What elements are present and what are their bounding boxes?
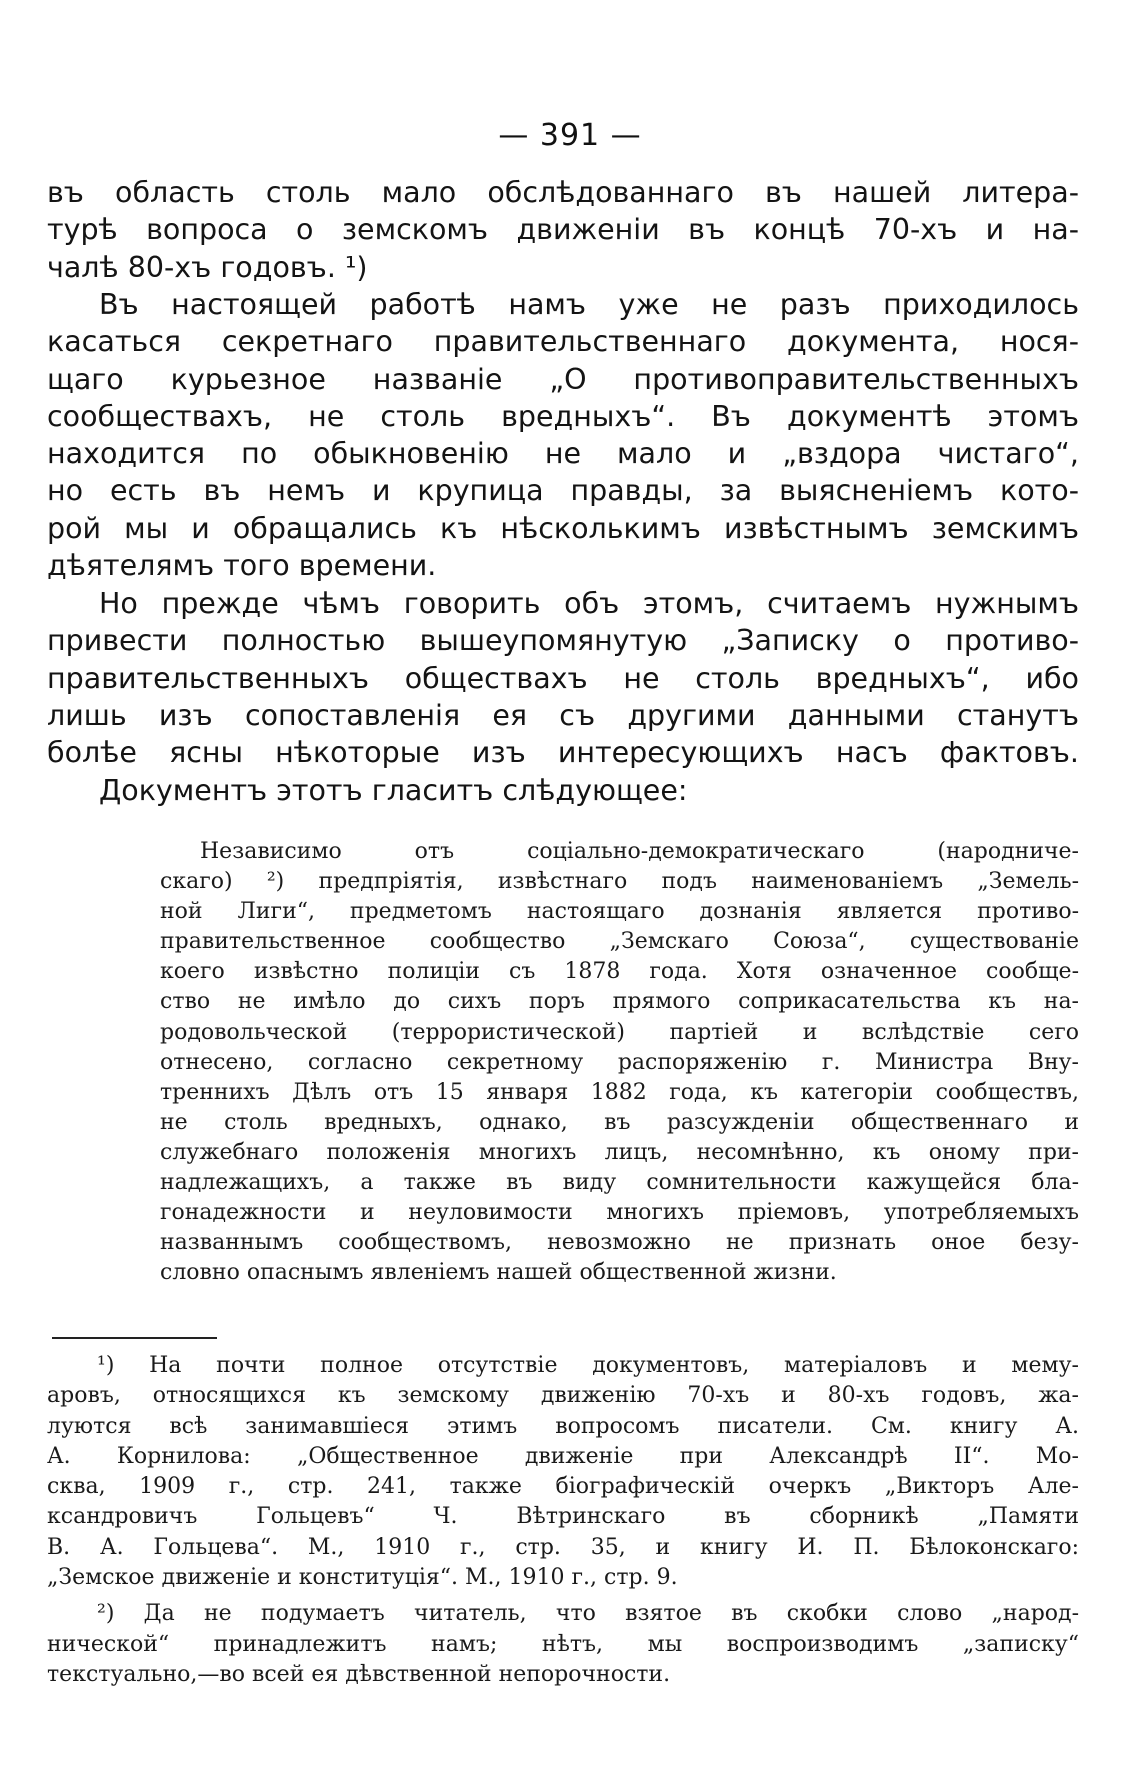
footnote-line: ¹) На почти полное отсутствіе документовъ, матеріаловъ и мему- xyxy=(97,1353,1079,1378)
text-line: но есть въ немъ и крупица правды, за выясненіемъ кото- xyxy=(47,474,1079,508)
text-line: правительственныхъ обществахъ не столь вредныхъ“, ибо xyxy=(47,661,1079,695)
text-line: находится по обыкновенію не мало и „вздора чистаго“, xyxy=(47,437,1079,471)
quote-line: отнесено, согласно секретному распоряженію г. Министра Вну- xyxy=(160,1049,1079,1075)
quote-line: словно опаснымъ явленіемъ нашей общественной жизни. xyxy=(160,1260,837,1286)
paragraph-1 xyxy=(47,174,1079,286)
footnote-line: сква, 1909 г., стр. 241, также біографическій очеркъ „Викторъ Але- xyxy=(47,1474,1079,1500)
text-line: чалѣ 80-хъ годовъ. ¹) xyxy=(47,250,368,284)
quote-line: названнымъ сообществомъ, невозможно не признать оное безу- xyxy=(160,1230,1079,1256)
quote-line: треннихъ Дѣлъ отъ 15 января 1882 года, къ категоріи сообществъ, xyxy=(160,1079,1079,1105)
page-number: — 391 — xyxy=(498,118,642,153)
quote-line: Независимо отъ соціально-демократическаго (народниче- xyxy=(200,839,1079,864)
quote-line: надлежащихъ, а также въ виду сомнительности кажущейся бла- xyxy=(160,1170,1079,1196)
text-line: Въ настоящей работѣ намъ уже не разъ приходилось xyxy=(99,288,1079,321)
quote-line: правительственное сообщество „Земскаго Союза“, существованіе xyxy=(160,929,1079,955)
footnote-rule xyxy=(52,1337,217,1339)
footnote-line: аровъ, относящихся къ земскому движенію 70-хъ и 80-хъ годовъ, жа- xyxy=(47,1383,1079,1409)
text-line: болѣе ясны нѣкоторые изъ интересующихъ насъ фактовъ. xyxy=(47,736,1079,770)
quote-line: служебнаго положенія многихъ лицъ, несомнѣнно, къ оному при- xyxy=(160,1139,1079,1165)
footnote-line: ²) Да не подумаетъ читатель, что взятое въ скобки слово „народ- xyxy=(97,1601,1079,1627)
text-line: лишь изъ сопоставленія ея съ другими данными станутъ xyxy=(47,698,1079,732)
text-line: сообществахъ, не столь вредныхъ“. Въ документѣ этомъ xyxy=(47,399,1079,433)
paragraph-4 xyxy=(47,772,1079,809)
quote-line: скаго) ²) предпріятія, извѣстнаго подъ наименованіемъ „Земель- xyxy=(160,869,1079,895)
text-line: щаго курьезное названіе „О противоправительственныхъ xyxy=(47,362,1079,396)
text-line: въ область столь мало обслѣдованнаго въ нашей литера- xyxy=(47,176,1079,209)
quoted-document xyxy=(160,837,1079,1288)
footnote-line: ксандровичъ Гольцевъ“ Ч. Вѣтринскаго въ сборникѣ „Памяти xyxy=(47,1504,1079,1530)
quote-line: гонадежности и неуловимости многихъ пріемовъ, употребляемыхъ xyxy=(160,1200,1079,1226)
footnotes xyxy=(47,1351,1079,1690)
quote-line: не столь вредныхъ, однако, въ разсужденіи общественнаго и xyxy=(160,1109,1079,1135)
footnote-line: „Земское движеніе и конституція“. М., 1910 г., стр. 9. xyxy=(47,1565,678,1591)
text-line: рой мы и обращались къ нѣсколькимъ извѣстнымъ земскимъ xyxy=(47,511,1079,545)
text-line: привести полностью вышеупомянутую „Записку о противо- xyxy=(47,624,1079,658)
text-line: дѣятелямъ того времени. xyxy=(47,549,437,583)
text-line: турѣ вопроса о земскомъ движеніи въ концѣ 70-хъ и на- xyxy=(47,213,1079,247)
paragraph-3 xyxy=(47,585,1079,771)
footnote-line: текстуально,—во всей ея дѣвственной непорочности. xyxy=(47,1661,671,1687)
footnote-line: В. А. Гольцева“. М., 1910 г., стр. 35, и книгу И. П. Бѣлоконскаго: xyxy=(47,1534,1079,1560)
quote-line: родовольческой (террористической) партіей и вслѣдствіе сего xyxy=(160,1019,1079,1045)
footnote-2 xyxy=(47,1599,1079,1690)
footnote-line: А. Корнилова: „Общественное движеніе при Александрѣ II“. Мо- xyxy=(47,1443,1079,1469)
text-line: Но прежде чѣмъ говорить объ этомъ, считаемъ нужнымъ xyxy=(99,587,1079,620)
quote-line: ной Лиги“, предметомъ настоящаго дознанія является противо- xyxy=(160,899,1079,925)
text-line: касаться секретнаго правительственнаго документа, нося- xyxy=(47,325,1079,359)
footnote-line: нической“ принадлежитъ намъ; нѣтъ, мы воспроизводимъ „записку“ xyxy=(47,1631,1079,1657)
quote-line: коего извѣстно полиціи съ 1878 года. Хотя означенное сообще- xyxy=(160,959,1079,985)
footnote-1 xyxy=(47,1351,1079,1593)
footnote-line: луются всѣ занимавшіеся этимъ вопросомъ писатели. См. книгу А. xyxy=(47,1413,1079,1439)
text-line: Документъ этотъ гласитъ слѣдующее: xyxy=(99,774,688,807)
paragraph-2 xyxy=(47,286,1079,584)
quote-line: ство не имѣло до сихъ поръ прямого соприкасательства къ на- xyxy=(160,989,1079,1015)
